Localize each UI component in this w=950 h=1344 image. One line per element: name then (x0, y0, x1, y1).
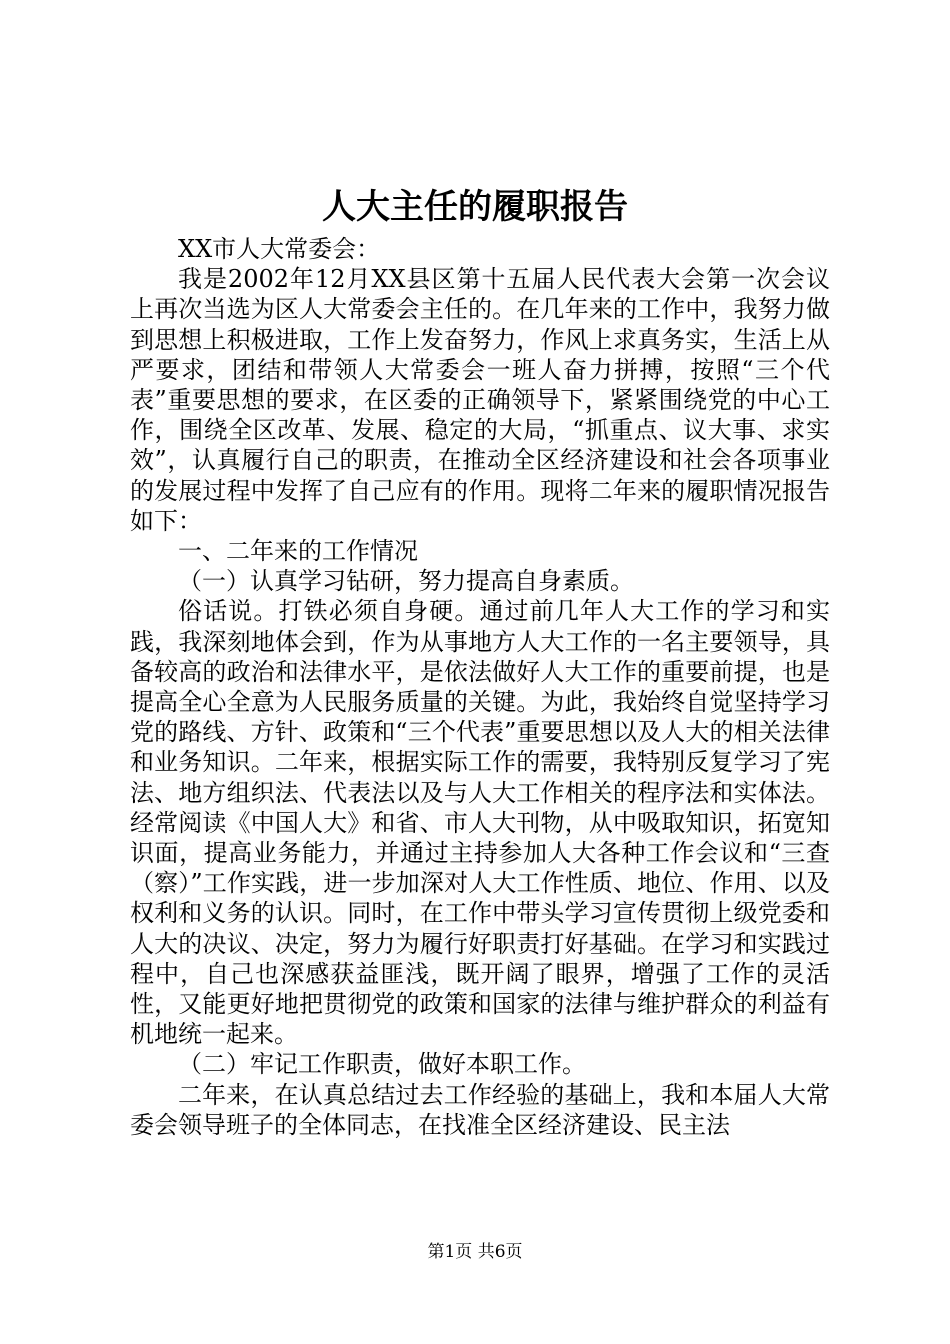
document-title: 人大主任的履职报告 (322, 187, 628, 227)
salutation: XX市人大常委会： (178, 235, 381, 263)
paragraph-duties: 二年来，在认真总结过去工作经验的基础上，我和本届人大常委会领导班子的全体同志，在找准全区经济建设、民主法 (130, 1080, 830, 1139)
paragraph-intro: 我是2002年12月XX县区第十五届人民代表大会第一次会议上再次当选为区人大常委会主任的。在几年来的工作中，我努力做到思想上积极进取，工作上发奋努力，作风上求真务实，生活上从严要求，团结和带领人大常委会一班人奋力拼搏，按照“三个代表”重要思想的要求，在区委的正确领导下，紧紧围绕党的中心工作，围绕全区改革、发展、稳定的大局，“抓重点、议大事、求实效”，认真履行自己的职责，在推动全区经济建设和社会各项事业的发展过程中发挥了自己应有的作用。现将二年来的履职情况报告如下： (130, 265, 830, 535)
subsection-heading-2: （二）牢记工作职责，做好本职工作。 (178, 1050, 586, 1079)
document-body (130, 234, 830, 1140)
subsection-heading-1: （一）认真学习钻研，努力提高自身素质。 (178, 567, 634, 596)
page-number-footer: 第1页 共6页 (427, 1242, 523, 1262)
section-heading-1: 一、二年来的工作情况 (178, 537, 418, 566)
paragraph-study: 俗话说。打铁必须自身硬。通过前几年人大工作的学习和实践，我深刻地体会到，作为从事地方人大工作的一名主要领导，具备较高的政治和法律水平，是依法做好人大工作的重要前提，也是提高全心全意为人民服务质量的关键。为此，我始终自觉坚持学习党的路线、方针、政策和“三个代表”重要思想以及人大的相关法律和业务知识。二年来，根据实际工作的需要，我特别反复学习了宪法、地方组织法、代表法以及与人大工作相关的程序法和实体法。经常阅读《中国人大》和省、市人大刊物，从中吸取知识，拓宽知识面，提高业务能力，并通过主持参加人大各种工作会议和“三查（察）”工作实践，进一步加深对人大工作性质、地位、作用、以及权利和义务的认识。同时，在工作中带头学习宣传贯彻上级党委和人大的决议、决定，努力为履行好职责打好基础。在学习和实践过程中，自己也深感获益匪浅，既开阔了眼界，增强了工作的灵活性，又能更好地把贯彻党的政策和国家的法律与维护群众的利益有机地统一起来。 (130, 597, 830, 1049)
